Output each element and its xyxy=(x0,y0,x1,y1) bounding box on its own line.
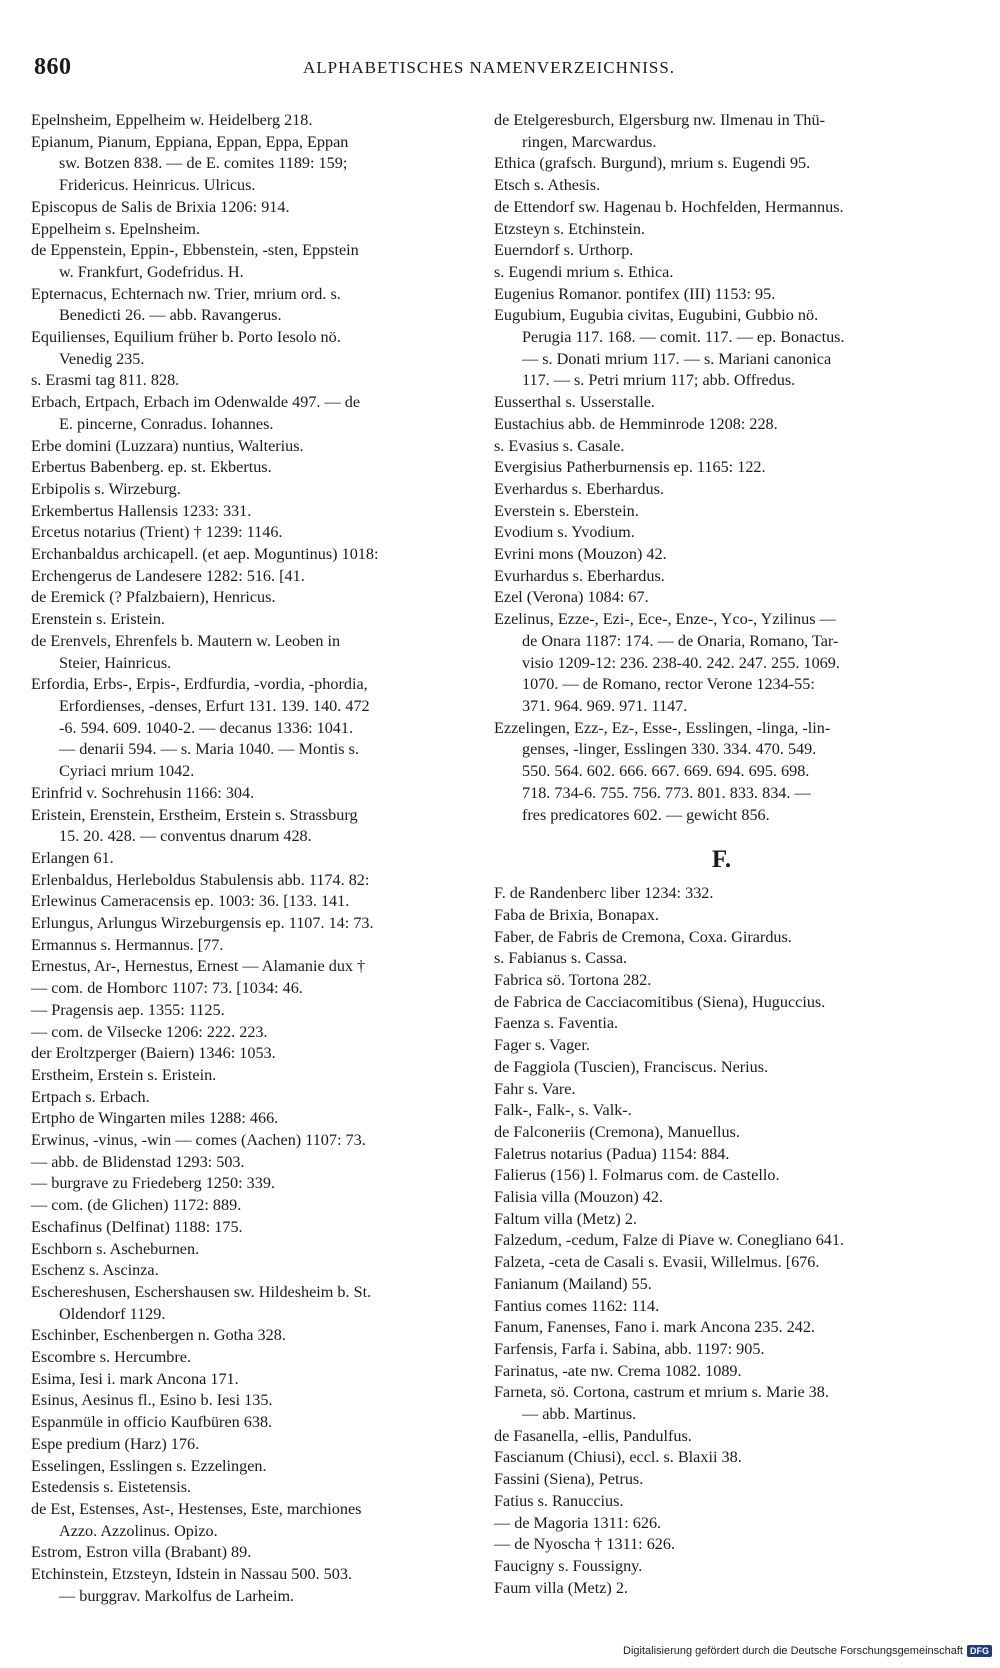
index-entry xyxy=(31,805,486,848)
index-entry xyxy=(31,1477,486,1499)
index-entry xyxy=(31,1195,486,1217)
entry-line: Falzeta, -ceta de Casali s. Evasii, Willelmus. [676. xyxy=(494,1253,820,1272)
index-entry xyxy=(494,1100,949,1122)
entry-line: Erkembertus Hallensis 1233: 331. xyxy=(31,501,252,520)
entry-line: Ertpho de Wingarten miles 1288: 466. xyxy=(31,1109,279,1128)
index-entry xyxy=(31,587,486,609)
entry-line: Oldendorf 1129. xyxy=(59,1304,166,1323)
index-entry xyxy=(494,479,949,501)
index-entry xyxy=(31,1022,486,1044)
entry-line: Fanianum (Mailand) 55. xyxy=(494,1274,652,1293)
index-entry xyxy=(494,1165,949,1187)
entry-line: 15. 20. 428. — conventus dnarum 428. xyxy=(59,827,312,846)
entry-line: Fascianum (Chiusi), eccl. s. Blaxii 38. xyxy=(494,1448,742,1467)
entry-line: Ethica (grafsch. Burgund), mrium s. Eugendi 95. xyxy=(494,154,811,173)
entry-line: Fridericus. Heinricus. Ulricus. xyxy=(59,176,256,195)
index-entry xyxy=(31,1325,486,1347)
entry-line: Esima, Iesi i. mark Ancona 171. xyxy=(31,1369,239,1388)
index-entry xyxy=(31,1152,486,1174)
entry-line: Erwinus, -vinus, -win — comes (Aachen) 1107: 73. xyxy=(31,1131,366,1150)
entry-line: de Faggiola (Tuscien), Franciscus. Nerius. xyxy=(494,1057,769,1076)
entry-line: — s. Donati mrium 117. — s. Mariani canonica xyxy=(522,349,832,368)
entry-line: Fantius comes 1162: 114. xyxy=(494,1296,660,1315)
index-entry xyxy=(494,1317,949,1339)
index-entry xyxy=(494,992,949,1014)
index-entry xyxy=(494,905,949,927)
index-entry xyxy=(494,587,949,609)
entry-line: s. Erasmi tag 811. 828. xyxy=(31,371,180,390)
index-entry xyxy=(494,240,949,262)
index-entry xyxy=(494,414,949,436)
entry-line: Eschereshusen, Eschershausen sw. Hildesheim b. St. xyxy=(31,1282,372,1301)
running-title: ALPHABETISCHES NAMENVERZEICHNISS. xyxy=(302,58,676,77)
entry-line: Erlewinus Cameracensis ep. 1003: 36. [133. 141. xyxy=(31,892,350,911)
index-entry xyxy=(494,284,949,306)
index-entry xyxy=(494,457,949,479)
entry-line: Espe predium (Harz) 176. xyxy=(31,1434,200,1453)
entry-line: Erchanbaldus archicapell. (et aep. Moguntinus) 1018: xyxy=(31,545,379,564)
entry-line: Fahr s. Vare. xyxy=(494,1079,576,1098)
entry-line: — abb. Martinus. xyxy=(522,1405,637,1424)
index-entry xyxy=(31,1130,486,1152)
entry-line: Estrom, Estron villa (Brabant) 89. xyxy=(31,1543,252,1562)
index-entry xyxy=(31,783,486,805)
footer xyxy=(623,1645,992,1657)
entry-line: Faenza s. Faventia. xyxy=(494,1014,619,1033)
index-entry xyxy=(31,479,486,501)
entry-line: Eugubium, Eugubia civitas, Eugubini, Gubbio nö. xyxy=(494,306,819,325)
entry-line: — denarii 594. — s. Maria 1040. — Montis s. xyxy=(59,740,359,759)
entry-line: Farinatus, -ate nw. Crema 1082. 1089. xyxy=(494,1361,742,1380)
index-entry xyxy=(31,609,486,631)
entry-line: Etsch s. Athesis. xyxy=(494,176,601,195)
index-entry xyxy=(31,1564,486,1607)
index-entry xyxy=(31,327,486,370)
index-entry xyxy=(31,219,486,241)
entry-line: — com. (de Glichen) 1172: 889. xyxy=(31,1196,242,1215)
entry-line: Espanmüle in officio Kaufbüren 638. xyxy=(31,1413,273,1432)
index-entry xyxy=(31,1087,486,1109)
index-entry xyxy=(494,1274,949,1296)
entry-line: Fassini (Siena), Petrus. xyxy=(494,1470,644,1489)
index-entry xyxy=(31,1499,486,1542)
entry-line: — com. de Vilsecke 1206: 222. 223. xyxy=(31,1022,268,1041)
index-entry xyxy=(31,674,486,783)
index-entry xyxy=(31,1347,486,1369)
index-entry xyxy=(494,1578,949,1600)
entry-line: Erfordia, Erbs-, Erpis-, Erdfurdia, -vordia, -phordia, xyxy=(31,675,368,694)
index-entry xyxy=(494,566,949,588)
index-entry xyxy=(31,631,486,674)
index-entry xyxy=(494,197,949,219)
entry-line: de Eremick (? Pfalzbaiern), Henricus. xyxy=(31,588,276,607)
page-header xyxy=(34,54,944,86)
entry-line: Epelnsheim, Eppelheim w. Heidelberg 218. xyxy=(31,111,313,129)
index-entry xyxy=(31,1456,486,1478)
index-entry xyxy=(31,110,486,132)
index-entry xyxy=(494,1469,949,1491)
index-entry xyxy=(494,1057,949,1079)
entry-line: Ezzelingen, Ezz-, Ez-, Esse-, Esslingen, -linga, -lin- xyxy=(494,718,831,737)
entry-line: Farneta, sö. Cortona, castrum et mrium s. Marie 38. xyxy=(494,1383,829,1402)
index-entry xyxy=(494,1144,949,1166)
entry-line: Equilienses, Equilium früher b. Porto Iesolo nö. xyxy=(31,328,341,347)
footer-credit: Digitalisierung gefördert durch die Deutsche Forschungsgemeinschaft xyxy=(623,1645,963,1657)
index-entry xyxy=(31,1369,486,1391)
entry-line: 117. — s. Petri mrium 117; abb. Offredus. xyxy=(522,371,796,390)
section-heading: F. xyxy=(711,846,732,874)
index-entry xyxy=(494,609,949,718)
entry-line: s. Evasius s. Casale. xyxy=(494,436,625,455)
index-entry xyxy=(494,1187,949,1209)
index-entry xyxy=(494,544,949,566)
index-entry xyxy=(494,392,949,414)
index-entry xyxy=(494,1122,949,1144)
index-entry xyxy=(31,544,486,566)
index-entry xyxy=(31,132,486,197)
entry-line: Eusserthal s. Usserstalle. xyxy=(494,393,655,412)
index-entry xyxy=(31,501,486,523)
right-column xyxy=(494,110,949,1599)
entry-line: 1070. — de Romano, rector Verone 1234-55: xyxy=(522,675,815,694)
index-entry xyxy=(494,1447,949,1469)
entry-line: Eppelheim s. Epelnsheim. xyxy=(31,219,201,238)
entry-line: Erinfrid v. Sochrehusin 1166: 304. xyxy=(31,783,255,802)
index-entry xyxy=(31,566,486,588)
index-entry xyxy=(494,262,949,284)
index-entry xyxy=(494,1556,949,1578)
entry-line: Eristein, Erenstein, Erstheim, Erstein s. Strassburg xyxy=(31,805,358,824)
entry-line: -6. 594. 609. 1040-2. — decanus 1336: 1041. xyxy=(59,718,354,737)
entry-line: 371. 964. 969. 971. 1147. xyxy=(522,696,688,715)
index-entry xyxy=(31,1390,486,1412)
entry-line: Esinus, Aesinus fl., Esino b. Iesi 135. xyxy=(31,1391,273,1410)
entry-line: Fanum, Fanenses, Fano i. mark Ancona 235. 242. xyxy=(494,1318,816,1337)
entry-line: fres predicatores 602. — gewicht 856. xyxy=(522,805,770,824)
entry-line: Eschafinus (Delfinat) 1188: 175. xyxy=(31,1217,243,1236)
entry-line: Venedig 235. xyxy=(59,349,145,368)
entry-line: Ezelinus, Ezze-, Ezi-, Ece-, Enze-, Yco-, Yzilinus — xyxy=(494,610,836,629)
entry-line: Evodium s. Yvodium. xyxy=(494,523,635,542)
entry-line: s. Fabianus s. Cassa. xyxy=(494,949,628,968)
entry-line: — Pragensis aep. 1355: 1125. xyxy=(31,1000,225,1019)
index-entry xyxy=(494,883,949,905)
index-entry xyxy=(494,1426,949,1448)
index-entry xyxy=(31,436,486,458)
index-entry xyxy=(494,110,949,153)
entry-line: Erlenbaldus, Herleboldus Stabulensis abb. 1174. 82: xyxy=(31,870,370,889)
entry-line: — burgrave zu Friedeberg 1250: 339. xyxy=(31,1174,275,1193)
index-entry xyxy=(31,284,486,327)
index-entry xyxy=(31,1108,486,1130)
index-entry xyxy=(31,1043,486,1065)
entry-line: Ermannus s. Hermannus. [77. xyxy=(31,935,224,954)
index-entry xyxy=(31,1260,486,1282)
entry-line: de Falconeriis (Cremona), Manuellus. xyxy=(494,1122,740,1141)
index-entry xyxy=(31,370,486,392)
index-entry xyxy=(31,1282,486,1325)
entry-line: ringen, Marcwardus. xyxy=(522,132,657,151)
entry-line: Erchengerus de Landesere 1282: 516. [41. xyxy=(31,566,305,585)
entry-line: Cyriaci mrium 1042. xyxy=(59,762,195,781)
dfg-logo: DFG xyxy=(967,1645,992,1657)
index-entry xyxy=(494,1361,949,1383)
entry-line: Estedensis s. Eistetensis. xyxy=(31,1478,192,1497)
entry-line: Azzo. Azzolinus. Opizo. xyxy=(59,1521,218,1540)
entry-line: de Eppenstein, Eppin-, Ebbenstein, -sten, Eppstein xyxy=(31,241,359,260)
entry-line: Farfensis, Farfa i. Sabina, abb. 1197: 905. xyxy=(494,1339,765,1358)
entry-line: Eschborn s. Ascheburnen. xyxy=(31,1239,200,1258)
entry-line: Fager s. Vager. xyxy=(494,1036,590,1055)
index-entry xyxy=(31,197,486,219)
index-entry xyxy=(31,457,486,479)
entry-line: Erlangen 61. xyxy=(31,848,114,867)
left-column xyxy=(31,110,486,1608)
index-entry xyxy=(494,927,949,949)
entry-line: E. pincerne, Conradus. Iohannes. xyxy=(59,414,274,433)
entry-line: Eugenius Romanor. pontifex (III) 1153: 95. xyxy=(494,284,776,303)
index-entry xyxy=(31,870,486,892)
entry-line: Ernestus, Ar-, Hernestus, Ernest — Alamanie dux † xyxy=(31,957,366,976)
index-entry xyxy=(494,436,949,458)
entry-line: Eustachius abb. de Hemminrode 1208: 228. xyxy=(494,414,778,433)
entry-line: Faucigny s. Foussigny. xyxy=(494,1557,643,1575)
index-entry xyxy=(31,1239,486,1261)
entry-line: 718. 734-6. 755. 756. 773. 801. 833. 834. — xyxy=(522,783,811,802)
index-entry xyxy=(31,1542,486,1564)
index-entry xyxy=(31,1434,486,1456)
entry-line: s. Eugendi mrium s. Ethica. xyxy=(494,262,674,281)
entry-line: Ercetus notarius (Trient) † 1239: 1146. xyxy=(31,523,283,542)
index-entry xyxy=(494,1491,949,1513)
index-entry xyxy=(31,891,486,913)
index-entry xyxy=(31,1217,486,1239)
entry-line: de Fasanella, -ellis, Pandulfus. xyxy=(494,1426,692,1445)
entry-line: Evergisius Patherburnensis ep. 1165: 122. xyxy=(494,458,766,477)
index-entry xyxy=(494,1079,949,1101)
index-entry xyxy=(494,1534,949,1556)
page-number: 860 xyxy=(34,54,72,80)
entry-line: Faba de Brixia, Bonapax. xyxy=(494,905,659,924)
index-entry xyxy=(494,1230,949,1252)
index-entry xyxy=(494,1339,949,1361)
entry-line: Etchinstein, Etzsteyn, Idstein in Nassau 500. 503. xyxy=(31,1565,352,1584)
index-entry xyxy=(494,1209,949,1231)
index-entry xyxy=(494,1252,949,1274)
entry-line: de Etelgeresburch, Elgersburg nw. Ilmenau in Thü- xyxy=(494,111,825,129)
entry-line: sw. Botzen 838. — de E. comites 1189: 159; xyxy=(59,154,348,173)
entry-line: — abb. de Blidenstad 1293: 503. xyxy=(31,1152,245,1171)
entry-line: Falisia villa (Mouzon) 42. xyxy=(494,1188,664,1207)
index-entry xyxy=(494,1013,949,1035)
index-entry xyxy=(31,1173,486,1195)
entry-line: Erbipolis s. Wirzeburg. xyxy=(31,479,181,498)
index-entry xyxy=(31,956,486,978)
entry-line: Fatius s. Ranuccius. xyxy=(494,1491,624,1510)
entry-line: Perugia 117. 168. — comit. 117. — ep. Bonactus. xyxy=(522,328,845,347)
entry-line: Faltum villa (Metz) 2. xyxy=(494,1209,637,1228)
entry-line: Evurhardus s. Eberhardus. xyxy=(494,566,665,585)
index-entry xyxy=(494,219,949,241)
entry-line: — burggrav. Markolfus de Larheim. xyxy=(59,1586,295,1605)
entry-line: Everhardus s. Eberhardus. xyxy=(494,479,664,498)
entry-line: w. Frankfurt, Godefridus. H. xyxy=(59,262,244,281)
entry-line: Ezel (Verona) 1084: 67. xyxy=(494,588,649,607)
entry-line: Escombre s. Hercumbre. xyxy=(31,1348,192,1367)
index-entry xyxy=(31,392,486,435)
index-entry xyxy=(31,522,486,544)
entry-line: 550. 564. 602. 666. 667. 669. 694. 695. 698. xyxy=(522,762,810,781)
index-entry xyxy=(494,1296,949,1318)
entry-line: Steier, Hainricus. xyxy=(59,653,172,672)
index-entry xyxy=(494,1035,949,1057)
entry-line: de Fabrica de Cacciacomitibus (Siena), Huguccius. xyxy=(494,992,826,1011)
entry-line: Erbe domini (Luzzara) nuntius, Walterius. xyxy=(31,436,304,455)
entry-line: de Onara 1187: 174. — de Onaria, Romano, Tar- xyxy=(522,631,839,650)
index-entry xyxy=(31,935,486,957)
entry-line: Euerndorf s. Urthorp. xyxy=(494,241,634,260)
entry-line: Erbach, Ertpach, Erbach im Odenwalde 497. — de xyxy=(31,393,361,412)
entry-line: Erbertus Babenberg. ep. st. Ekbertus. xyxy=(31,458,272,477)
index-entry xyxy=(494,718,949,827)
index-entry xyxy=(494,970,949,992)
entry-line: Eschinber, Eschenbergen n. Gotha 328. xyxy=(31,1326,286,1345)
entry-line: de Ettendorf sw. Hagenau b. Hochfelden, Hermannus. xyxy=(494,197,844,216)
entry-line: Epternacus, Echternach nw. Trier, mrium ord. s. xyxy=(31,284,341,303)
index-entry xyxy=(31,978,486,1000)
entry-line: Faum villa (Metz) 2. xyxy=(494,1578,628,1597)
entry-line: Erfordienses, -denses, Erfurt 131. 139. 140. 472 xyxy=(59,696,370,715)
entry-line: Evrini mons (Mouzon) 42. xyxy=(494,545,667,564)
index-entry xyxy=(494,1382,949,1425)
entry-line: Everstein s. Eberstein. xyxy=(494,501,639,520)
entry-line: visio 1209-12: 236. 238-40. 242. 247. 255. 1069. xyxy=(522,653,840,672)
entry-line: Erstheim, Erstein s. Eristein. xyxy=(31,1065,217,1084)
index-entry xyxy=(31,913,486,935)
entry-line: F. de Randenberc liber 1234: 332. xyxy=(494,884,714,903)
entry-line: — de Nyoscha † 1311: 626. xyxy=(494,1535,676,1554)
index-entry xyxy=(31,848,486,870)
index-entry xyxy=(494,305,949,392)
index-entry xyxy=(31,1412,486,1434)
entry-line: Falzedum, -cedum, Falze di Piave w. Conegliano 641. xyxy=(494,1231,845,1250)
entry-line: de Erenvels, Ehrenfels b. Mautern w. Leoben in xyxy=(31,631,341,650)
index-entry xyxy=(31,240,486,283)
index-entry xyxy=(31,1000,486,1022)
entry-line: Benedicti 26. — abb. Ravangerus. xyxy=(59,306,282,325)
entry-line: Ertpach s. Erbach. xyxy=(31,1087,150,1106)
index-entry xyxy=(31,1065,486,1087)
entry-line: Erenstein s. Eristein. xyxy=(31,610,165,629)
entry-line: genses, -linger, Esslingen 330. 334. 470. 549. xyxy=(522,740,817,759)
entry-line: Episcopus de Salis de Brixia 1206: 914. xyxy=(31,197,290,216)
entry-line: Falierus (156) l. Folmarus com. de Castello. xyxy=(494,1166,780,1185)
entry-line: — de Magoria 1311: 626. xyxy=(494,1513,662,1532)
entry-line: Faletrus notarius (Padua) 1154: 884. xyxy=(494,1144,730,1163)
entry-line: de Est, Estenses, Ast-, Hestenses, Este, marchiones xyxy=(31,1500,362,1518)
index-entry xyxy=(494,501,949,523)
entry-line: — com. de Homborc 1107: 73. [1034: 46. xyxy=(31,979,303,998)
entry-line: der Eroltzperger (Baiern) 1346: 1053. xyxy=(31,1044,276,1063)
entry-line: Fabrica sö. Tortona 282. xyxy=(494,971,652,990)
index-entry xyxy=(494,153,949,175)
entry-line: Eschenz s. Ascinza. xyxy=(31,1261,159,1280)
index-entry xyxy=(494,175,949,197)
index-entry xyxy=(494,948,949,970)
entry-line: Esselingen, Esslingen s. Ezzelingen. xyxy=(31,1456,267,1475)
entry-line: Epianum, Pianum, Eppiana, Eppan, Eppa, Eppan xyxy=(31,132,349,151)
index-entry xyxy=(494,1513,949,1535)
index-entry xyxy=(494,522,949,544)
entry-line: Falk-, Falk-, s. Valk-. xyxy=(494,1101,632,1120)
entry-line: Faber, de Fabris de Cremona, Coxa. Girardus. xyxy=(494,927,792,946)
entry-line: Erlungus, Arlungus Wirzeburgensis ep. 1107. 14: 73. xyxy=(31,914,374,933)
entry-line: Etzsteyn s. Etchinstein. xyxy=(494,219,646,238)
